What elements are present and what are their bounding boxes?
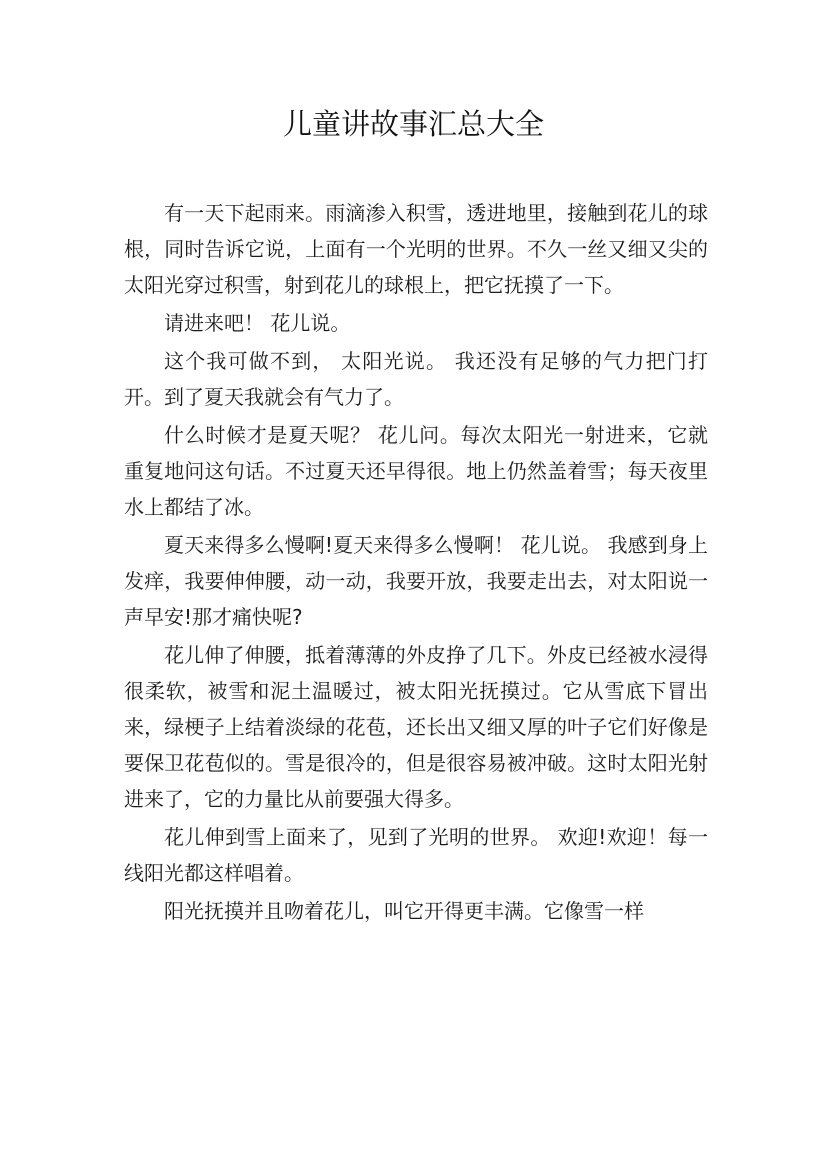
paragraph: 夏天来得多么慢啊!夏天来得多么慢啊！ 花儿说。 我感到身上发痒，我要伸伸腰，动一动，我要开放，我要走出去，对太阳说一声早安!那才痛快呢? <box>124 533 708 629</box>
paragraph: 花儿伸到雪上面来了，见到了光明的世界。 欢迎!欢迎！每一线阳光都这样唱着。 <box>124 825 708 885</box>
paragraph: 有一天下起雨来。雨滴渗入积雪，透进地里，接触到花儿的球根，同时告诉它说，上面有一个光明的世界。不久一丝又细又尖的太阳光穿过积雪，射到花儿的球根上，把它抚摸了一下。 <box>124 201 708 297</box>
paragraph: 请进来吧！ 花儿说。 <box>164 311 351 335</box>
document-title: 儿童讲故事汇总大全 <box>282 107 544 141</box>
paragraph: 什么时候才是夏天呢？ 花儿问。每次太阳光一射进来，它就重复地问这句话。不过夏天还早得很。地上仍然盖着雪；每天夜里水上都结了冰。 <box>124 423 708 519</box>
paragraph: 这个我可做不到， 太阳光说。 我还没有足够的气力把门打开。到了夏天我就会有气力了。 <box>124 349 708 409</box>
paragraph: 花儿伸了伸腰，抵着薄薄的外皮挣了几下。外皮已经被水浸得很柔软，被雪和泥土温暖过，被太阳光抚摸过。它从雪底下冒出来，绿梗子上结着淡绿的花苞，还长出又细又厚的叶子它们好像是要保卫花苞似的。雪是很冷的，但是很容易被冲破。这时太阳光射进来了，它的力量比从前要强大得多。 <box>124 643 708 811</box>
paragraph: 阳光抚摸并且吻着花儿，叫它开得更丰满。它像雪一样 <box>164 899 644 923</box>
document-body <box>124 195 708 931</box>
